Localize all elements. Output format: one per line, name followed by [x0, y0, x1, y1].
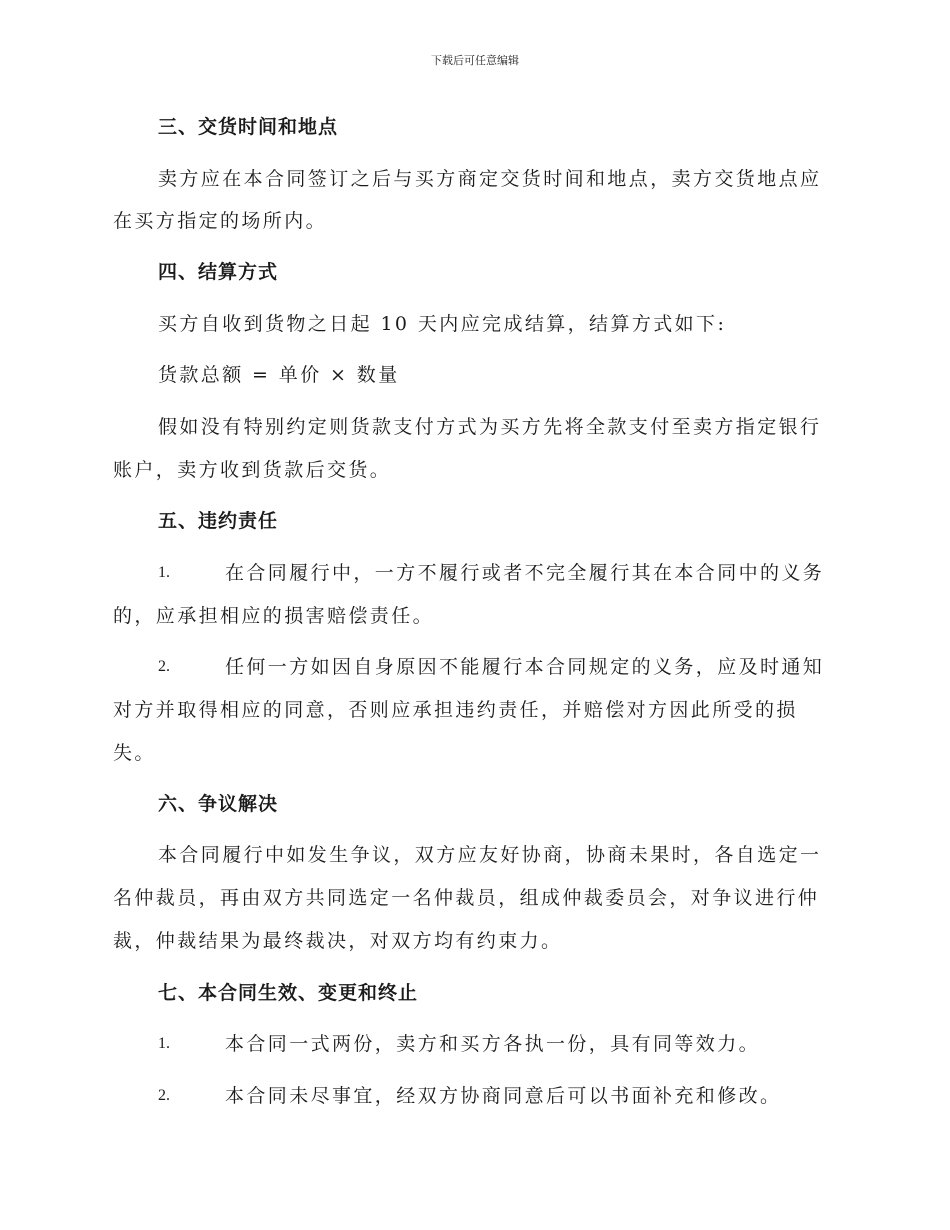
section-5-item-1-line: 在合同履行中，一方不履行或者不完全履行其在本合同中的义务 [225, 562, 825, 584]
section-3-heading: 三、交货时间和地点 [158, 116, 339, 138]
section-6-paragraph-line: 裁，仲裁结果为最终裁决，对双方均有约束力。 [113, 930, 563, 952]
section-5-heading: 五、违约责任 [158, 510, 279, 532]
section-7-item-2-line: 本合同未尽事宜，经双方协商同意后可以书面补充和修改。 [225, 1085, 782, 1107]
section-4-paragraph-line: 假如没有特别约定则货款支付方式为买方先将全款支付至卖方指定银行 [158, 416, 822, 438]
section-3-paragraph-line: 在买方指定的场所内。 [113, 210, 328, 232]
section-6-heading: 六、争议解决 [158, 793, 279, 815]
section-4-formula: 货款总额 = 单价 × 数量 [158, 364, 400, 386]
page-header: 下载后可任意编辑 [431, 54, 519, 67]
section-5-item-1-number: 1. [158, 564, 170, 581]
section-4-paragraph-line: 账户，卖方收到货款后交货。 [113, 459, 392, 481]
section-5-item-2-line: 对方并取得相应的同意，否则应承担违约责任，并赔偿对方因此所受的损 [113, 699, 798, 721]
section-6-paragraph-line: 名仲裁员，再由双方共同选定一名仲裁员，组成仲裁委员会，对争议进行仲 [113, 887, 820, 909]
section-3-paragraph-line: 卖方应在本合同签订之后与买方商定交货时间和地点，卖方交货地点应 [158, 168, 822, 190]
section-7-item-1-line: 本合同一式两份，卖方和买方各执一份，具有同等效力。 [225, 1033, 761, 1055]
section-4-heading: 四、结算方式 [158, 261, 279, 283]
section-7-heading: 七、本合同生效、变更和终止 [158, 982, 419, 1004]
section-7-item-1-number: 1. [158, 1035, 170, 1052]
section-4-paragraph-line: 买方自收到货物之日起 10 天内应完成结算，结算方式如下: [158, 313, 727, 335]
section-5-item-2-line: 失。 [113, 742, 156, 764]
section-5-item-2-number: 2. [158, 658, 170, 675]
section-7-item-2-number: 2. [158, 1087, 170, 1104]
section-5-item-1-line: 的，应承担相应的损害赔偿责任。 [113, 605, 435, 627]
section-5-item-2-line: 任何一方如因自身原因不能履行本合同规定的义务，应及时通知 [225, 656, 825, 678]
section-6-paragraph-line: 本合同履行中如发生争议，双方应友好协商，协商未果时，各自选定一 [158, 844, 822, 866]
